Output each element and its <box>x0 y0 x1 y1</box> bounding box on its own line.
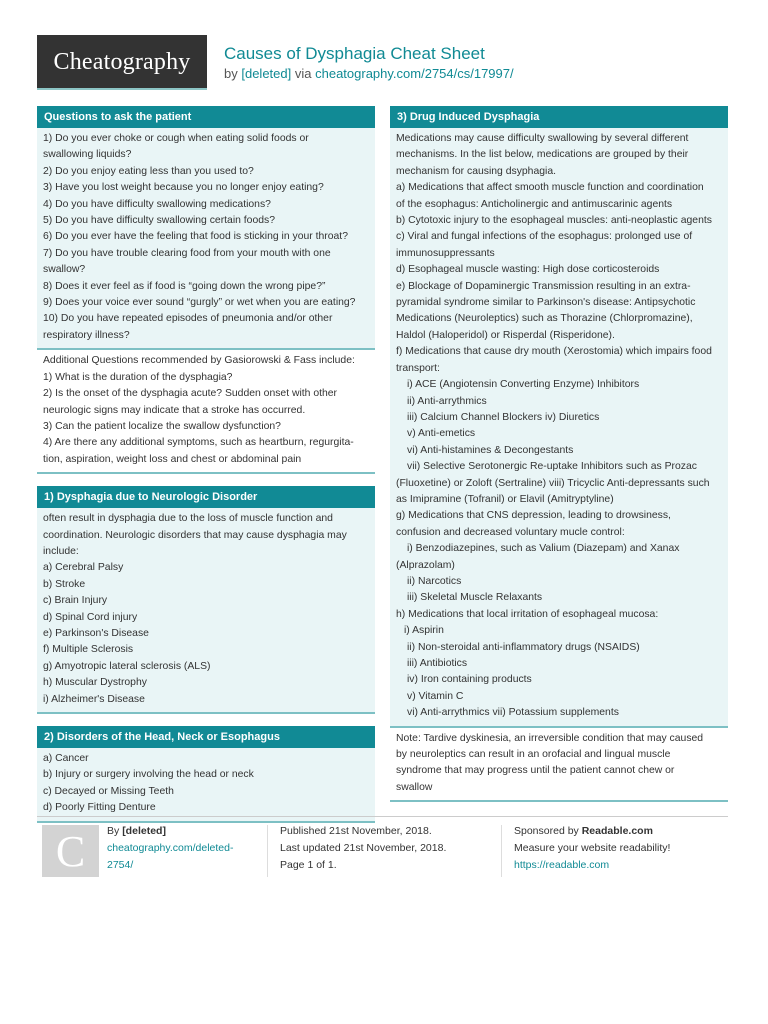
questions-box <box>37 128 375 348</box>
footer-author <box>107 823 233 874</box>
text-line: b) Cytotoxic injury to the esophageal muscles: anti-neoplastic agents <box>396 215 712 227</box>
text-line: 7) Do you have trouble clearing food from your mouth with one <box>43 247 331 259</box>
text-line: of the esophagus: Anticholinergic and antimuscarinic agents <box>396 198 673 210</box>
text-line: mechanism for causing dsyphagia. <box>396 165 556 177</box>
footer-author-name[interactable]: [deleted] <box>122 825 166 837</box>
text-line: 8) Does it ever feel as if food is “going down the wrong pipe?” <box>43 280 326 292</box>
footer-divider <box>37 816 728 817</box>
footer-dates <box>280 823 446 874</box>
text-line: Note: Tardive dyskinesia, an irreversible condition that may caused <box>396 732 704 744</box>
text-line: g) Amyotropic lateral sclerosis (ALS) <box>43 660 211 672</box>
text-line: swallowing liquids? <box>43 149 132 161</box>
text-line: e) Blockage of Dopaminergic Transmission resulting in an extra- <box>396 280 691 292</box>
text-line: swallow? <box>43 264 86 276</box>
drug-induced-box <box>390 128 728 726</box>
section-divider <box>390 800 728 802</box>
section-title-head-neck: 2) Disorders of the Head, Neck or Esophagus <box>37 726 375 748</box>
text-line: 6) Do you ever have the feeling that food is sticking in your throat? <box>43 231 348 243</box>
text-line: e) Parkinson's Disease <box>43 627 149 639</box>
text-line: Additional Questions recommended by Gasiorowski & Fass include: <box>43 355 355 367</box>
text-line: a) Medications that affect smooth muscle function and coordination <box>396 182 704 194</box>
author-link[interactable]: [deleted] <box>241 66 292 81</box>
text-line: as Imipramine (Tofranil) or Elavil (Amitryptyline) <box>396 493 614 505</box>
text-line: coordination. Neurologic disorders that may cause dysphagia may <box>43 529 347 541</box>
text-line: 10) Do you have repeated episodes of pneumonia and/or other <box>43 313 333 325</box>
text-line: 3) Can the patient localize the swallow dysfunction? <box>43 420 281 432</box>
text-line: often result in dysphagia due to the loss of muscle function and <box>43 513 333 525</box>
text-line: d) Poorly Fitting Denture <box>43 802 156 814</box>
text-line: a) Cancer <box>43 753 89 764</box>
text-line: 4) Are there any additional symptoms, such as heartburn, regurgita- <box>43 437 354 449</box>
text-line: iii) Antibiotics <box>407 658 468 669</box>
text-line: 1) Do you ever choke or cough when eating solid foods or <box>43 133 309 144</box>
text-line: vi) Anti-histamines & Decongestants <box>407 444 574 456</box>
sheet-url-link[interactable]: cheatography.com/2754/cs/17997/ <box>315 66 514 81</box>
text-line: iii) Calcium Channel Blockers iv) Diuretics <box>407 411 600 423</box>
text-line: mechanisms. In the list below, medications are grouped by their <box>396 149 689 161</box>
neurologic-box <box>37 508 375 712</box>
text-line: transport: <box>396 362 440 374</box>
text-line: h) Medications that local irritation of esophageal mucosa: <box>396 608 659 620</box>
text-line: d) Spinal Cord injury <box>43 611 138 623</box>
section-title-drug-induced: 3) Drug Induced Dysphagia <box>390 106 728 128</box>
text-line: f) Medications that cause dry mouth (Xerostomia) which impairs food <box>396 346 712 358</box>
text-line: f) Multiple Sclerosis <box>43 644 134 656</box>
text-line: swallow <box>396 781 433 793</box>
footer-sponsor <box>514 823 670 874</box>
text-line: Medications may cause difficulty swallowing by several different <box>396 133 689 144</box>
author-avatar[interactable]: C <box>42 825 99 877</box>
published-date: Published 21st November, 2018. <box>280 825 432 837</box>
additional-questions-box <box>37 350 375 472</box>
left-column <box>37 106 375 823</box>
author-profile-link-cont[interactable]: 2754/ <box>107 859 134 871</box>
text-line: i) Alzheimer's Disease <box>43 693 145 705</box>
by-label: by <box>224 66 238 81</box>
section-title-questions: Questions to ask the patient <box>37 106 375 128</box>
text-line: v) Vitamin C <box>407 690 464 702</box>
page-title: Causes of Dysphagia Cheat Sheet <box>224 44 485 63</box>
text-line: 1) What is the duration of the dysphagia? <box>43 371 233 383</box>
footer-separator <box>501 825 502 877</box>
text-line: ii) Narcotics <box>407 575 462 587</box>
sponsor-label: Sponsored by <box>514 825 579 837</box>
section-title-neurologic: 1) Dysphagia due to Neurologic Disorder <box>37 486 375 508</box>
via-label: via <box>294 66 312 81</box>
text-line: 2) Do you enjoy eating less than you used to? <box>43 165 254 177</box>
footer-separator <box>267 825 268 877</box>
text-line: d) Esophageal muscle wasting: High dose corticosteroids <box>396 264 660 276</box>
text-line: g) Medications that CNS depression, leading to drowsiness, <box>396 510 671 522</box>
text-line: i) Aspirin <box>404 625 444 637</box>
text-line: by neuroleptics can result in an orofacial and lingual muscle <box>396 749 671 761</box>
author-profile-link[interactable]: cheatography.com/deleted- <box>107 842 234 854</box>
sponsor-name[interactable]: Readable.com <box>581 825 653 837</box>
footer-by-label: By <box>107 825 120 837</box>
text-line: (Fluoxetine) or Zoloft (Sertraline) viii) Tricyclic Anti-depressants such <box>396 477 710 489</box>
text-line: b) Stroke <box>43 578 86 590</box>
text-line: ii) Non-steroidal anti-inflammatory drugs (NSAIDS) <box>407 641 640 653</box>
text-line: confusion and decreased voluntary mucle control: <box>396 526 625 538</box>
sponsor-tagline: Measure your website readability! <box>514 842 671 854</box>
cheatography-logo[interactable]: Cheatography <box>37 35 207 89</box>
text-line: c) Viral and fungal infections of the esophagus: prolonged use of <box>396 231 693 243</box>
text-line: 9) Does your voice ever sound “gurgly” or wet when you are eating? <box>43 297 356 309</box>
text-line: syndrome that may progress until the patient cannot chew or <box>396 765 675 777</box>
text-line: 4) Do you have difficulty swallowing medications? <box>43 198 271 210</box>
text-line: b) Injury or surgery involving the head or neck <box>43 769 254 781</box>
text-line: h) Muscular Dystrophy <box>43 677 147 689</box>
text-line: pyramidal syndrome similar to Parkinson's disease: Antipsychotic <box>396 297 696 309</box>
text-line: 5) Do you have difficulty swallowing certain foods? <box>43 215 275 227</box>
text-line: iv) Iron containing products <box>407 674 532 686</box>
text-line: ii) Anti-arrythmics <box>407 395 487 407</box>
text-line: i) Benzodiazepines, such as Valium (Diazepam) and Xanax <box>407 543 680 555</box>
text-line: include: <box>43 545 79 557</box>
text-line: neurologic signs may indicate that a stroke has occurred. <box>43 404 306 416</box>
text-line: iii) Skeletal Muscle Relaxants <box>407 592 543 604</box>
note-box <box>390 728 728 801</box>
text-line: vii) Selective Serotonergic Re-uptake Inhibitors such as Prozac <box>407 461 697 473</box>
page-count: Page 1 of 1. <box>280 859 337 871</box>
text-line: respiratory illness? <box>43 329 130 341</box>
head-neck-box <box>37 748 375 821</box>
text-line: c) Brain Injury <box>43 595 108 607</box>
updated-date: Last updated 21st November, 2018. <box>280 842 447 854</box>
text-line: immunosuppressants <box>396 247 495 259</box>
byline <box>224 66 514 81</box>
text-line: Medications (Neuroleptics) such as Thorazine (Chlorpromazine), <box>396 313 693 325</box>
right-column <box>390 106 728 802</box>
text-line: 2) Is the onset of the dysphagia acute? Sudden onset with other <box>43 388 338 400</box>
text-line: c) Decayed or Missing Teeth <box>43 785 174 797</box>
text-line: Haldol (Haloperidol) or Risperdal (Risperidone). <box>396 329 615 341</box>
sponsor-link[interactable]: https://readable.com <box>514 859 610 871</box>
text-line: tion, aspiration, weight loss and chest or abdominal pain <box>43 453 302 465</box>
text-line: i) ACE (Angiotensin Converting Enzyme) Inhibitors <box>407 379 640 391</box>
text-line: a) Cerebral Palsy <box>43 562 124 574</box>
text-line: v) Anti-emetics <box>407 428 476 440</box>
text-line: (Alprazolam) <box>396 559 455 571</box>
text-line: vi) Anti-arrythmics vii) Potassium supplements <box>407 707 619 719</box>
text-line: 3) Have you lost weight because you no longer enjoy eating? <box>43 182 324 194</box>
